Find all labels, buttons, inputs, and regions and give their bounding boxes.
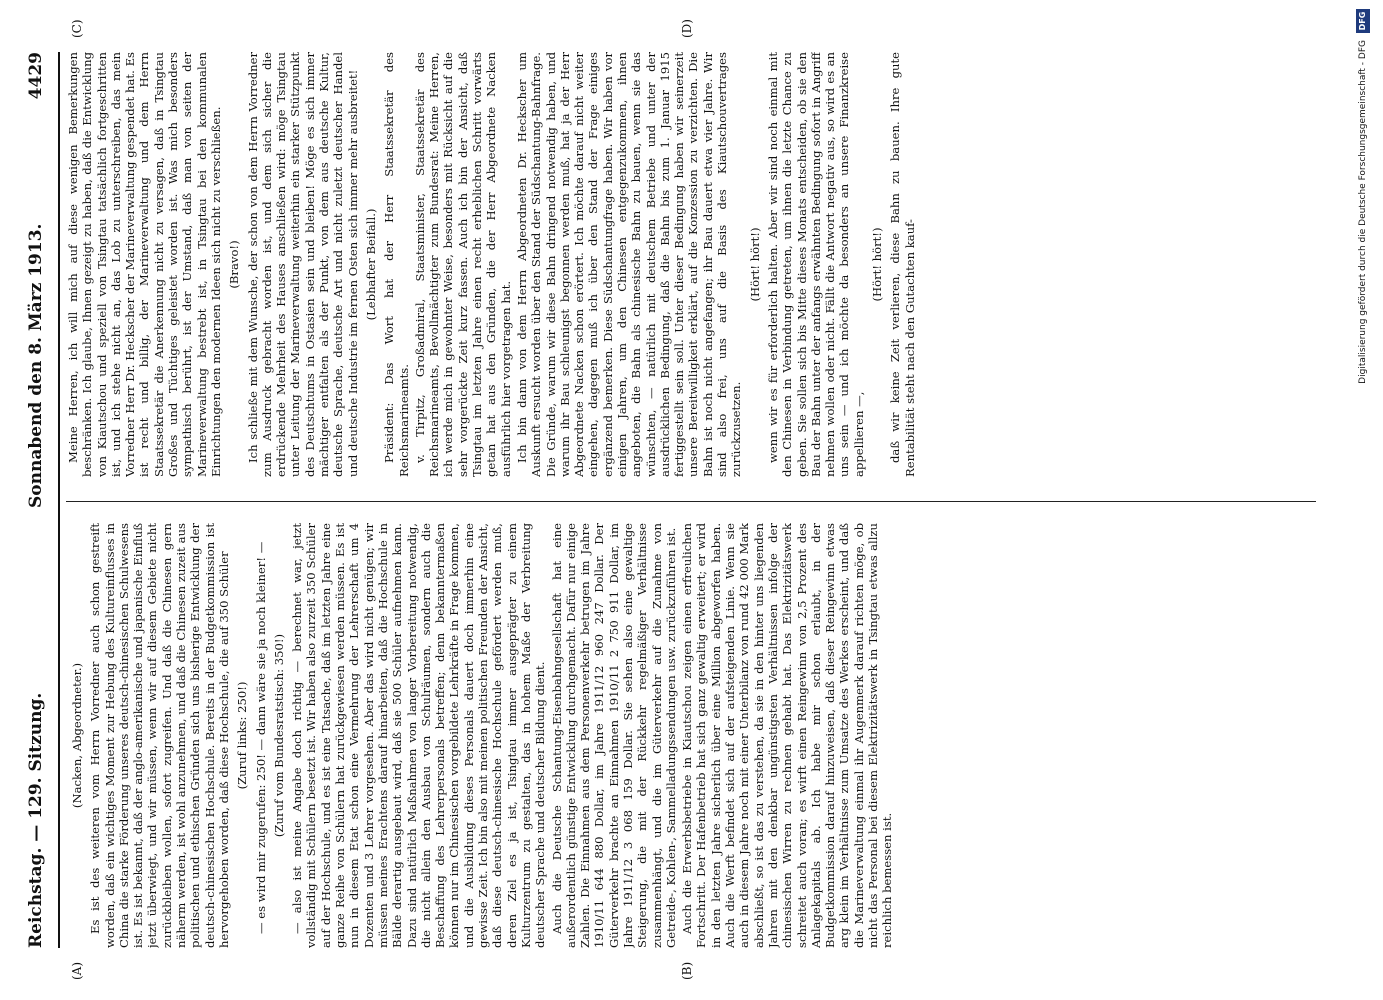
paragraph: Ich bin dann von dem Herrn Abgeordneten Dr. Heckscher um Auskunft ersucht worden über den Stand der Südschantung-Bahnfrage. Die Gründe, warum wir diese Bahn dringend notwendig haben, und warum ihr Bau schleunigst begonnen werden muß, hat ja der Herr Abgeordnete Nacken schon erörtert. Ich möchte darauf nicht weiter eingehen, dagegen muß ich über den Stand der Frage einiges ergänzend bemerken. Diese Südschantungfrage haben. Wir haben vor einigen Jahren, um den Chinesen entgegenzukommen, ihnen angeboten, die Bahn als chinesische Bahn zu bauen, wenn sie das wünschten, — natürlich mit deutschem Betriebe und unter der ausdrücklichen Bedingung, daß die Bahn bis zum 1. Januar 1915 fertiggestellt sein soll. Unter dieser Bedingung haben wir seinerzeit unsere Bereitwilligkeit erklärt, auf die Konzession zu verzichten. Die Bahn ist noch nicht angefangen; ihr Bau dauert etwa vier Jahre. Wir sind also frei, uns auf die Basis des Kiautschouvertrages zurückzusetzen. — [514, 52, 744, 477]
paragraph: v. Tirpitz, Großadmiral, Staatsminister, Staatssekretär des Reichsmarineamts, Bevollmächtigter zum Bundesrat: Meine Herren, ich werde mich in gewohnter Weise, besonders mit Rücksicht auf die sehr vorgerückte Zeit kurz fassen. Auch ich bin der Ansicht, daß Tsingtau im letzten Jahre einen recht erheblichen Schritt vorwärts getan hat aus den Gründen, die der Herr Abgeordnete Nacken ausführlich hier vorgetragen hat. — [412, 52, 513, 477]
paragraph: Meine Herren, ich will mich auf diese wenigen Bemerkungen beschränken. Ich glaube, Ihnen gezeigt zu haben, daß die Entwicklung von Kiautschou und speziell von Tsingtau tatsächlich fortgeschritten ist, und ich stehe nicht an, das Lob zu unterschreiben, das mein Vorredner Herr Dr. Heckscher der Marineverwaltung gespendet hat. Es ist recht und billig, der Marineverwaltung und dem Herrn Staatssekretär die Anerkennung nicht zu versagen, daß in Tsingtau Großes und Tüchtiges geleistet worden ist. Was mich besonders sympathisch berührt, ist der Umstand, daß man von seiten der Marineverwaltung bestrebt ist, in Tsingtau bei den kommunalen Einrichtungen den modernen Ideen sich nicht zu verschließen. — [66, 52, 223, 477]
paragraph: Auch die Erwerbsbetriebe in Kiautschou zeigen einen erfreulichen Fortschritt. Der Hafenbetrieb hat sich ganz gewaltig erweitert; er wird in den letzten Jahre sicherlich über eine Million abgeworfen haben. Auch die Werft befindet sich auf der aufsteigenden Linie. Wenn sie auch in diesem Jahre noch mit einer Unterbilanz von rund 42 000 Mark abschließt, so ist das zu verstehen, da sie in den hinter uns liegenden Jahren mit den denkbar ungünstigsten Verhältnissen infolge der chinesischen Wirren zu rechnen gehabt hat. Das Elektrizitätswerk schreitet auch voran; es wirft einen Reingewinn von 2,5 Prozent des Anlagekapitals ab. Ich habe mir schon erlaubt, in der Budgetkommission darauf hinzuweisen, daß dieser Reingewinn etwas arg klein im Verhältnisse zum Umsatze des Werkes erscheint, und daß die Marineverwaltung einmal ihr Augenmerk darauf richten möge, ob nicht das Personal bei diesem Elektrizitätswerk in Tsingtau etwas allzu reichlich bemessen ist. — [680, 523, 895, 948]
paragraph: (Bravo!) — [227, 240, 242, 289]
paragraph: (Zuruf vom Bundesratstisch: 350!) — [271, 633, 286, 838]
paragraph: (Nacken, Abgeordneter.) — [70, 662, 84, 809]
header-title: Reichstag. — 129. Sitzung. — [26, 692, 46, 948]
paragraph: Präsident: Das Wort hat der Herr Staatssekretär des Reichsmarineamts. — [382, 52, 411, 477]
paragraph: Es ist des weiteren vom Herrn Vorredner auch schon gestreift worden, daß ein wichtiges Moment zur Hebung des Kultureinflusses in China die starke Förderung unseres deutsch-chinesischen Schulwesens ist. Es ist bekannt, daß der anglo-amerikanische und japanische Einfluß jetzt überwiegt, und wir müssen, wenn wir auf diesem Gebiete nicht zurückbleiben wollen, sofort zugreifen. Und daß die Chinesen gern näherm werden, ist wohl anzunehmen, und daß die Chinesen zuzeit aus politischen und ethischen Gründen sich uns bisherige Entwicklung der deutsch-chinesischen Hochschule. Bereits in der Budgetkommission ist hervorgehoben worden, daß diese Hochschule, die auf 350 Schüler — [88, 523, 231, 948]
column-divider — [66, 501, 1316, 502]
paragraph: (Hört! hört!) — [870, 227, 885, 302]
margin-marker-b: (B) — [680, 961, 694, 980]
paragraph: Ich schließe mit dem Wunsche, der schon von dem Herrn Vorredner zum Ausdruck gebracht worden ist, und dem sich sicher die erdrückende Mehrheit des Hauses anschließen wird: möge Tsingtau unter Leitung der Marineverwaltung weiterhin ein starker Stützpunkt des Deutschtums in Ostasien sein und bleiben! Möge es sich immer mächtiger entfalten als der Punkt, von dem aus deutsche Kultur, deutsche Sprache, deutsche Art und nicht zuletzt deutscher Handel und deutsche Industrie im fernen Osten sich immer mehr ausbreitet! — [245, 52, 360, 477]
paragraph: (Hört! hört!) — [747, 227, 762, 302]
dfg-logo: DFG — [1356, 9, 1370, 33]
header-date: Sonnabend den 8. März 1913. — [26, 223, 46, 508]
left-column — [66, 523, 1316, 948]
paragraph: (Lebhafter Beifall.) — [363, 208, 378, 321]
right-column — [66, 52, 1316, 477]
paragraph: — es wird mir zugerufen: 250! — dann wäre sie ja noch kleiner! — — [253, 541, 268, 934]
paragraph: wenn wir es für erforderlich halten. Aber wir sind noch einmal mit den Chinesen in Verbindung getreten, um ihnen die letzte Chance zu geben. Sie sollen sich bis Mitte dieses Monats entscheiden, ob sie den Bau der Bahn unter der anfangs erwähnten Bedingung sofort in Angriff nehmen wollen oder nicht. Fällt die Antwort negativ aus, so wird es an uns sein — und ich möchte da besonders an unsere Finanzkreise appellieren —, — [765, 52, 866, 477]
digitization-note: Digitalisierung gefördert durch die Deutsche Forschungsgemeinschaft - DFG — [1358, 40, 1368, 384]
paragraph: daß wir keine Zeit verlieren, diese Bahn zu bauen. Ihre gute Rentabilität steht nach den Gutachten kauf- — [888, 52, 917, 477]
paragraph: (Zuruf links: 250!) — [235, 681, 250, 790]
paragraph: — also ist meine Angabe doch richtig — berechnet war, jetzt vollständig mit Schülern besetzt ist. Wir haben also zurzeit 350 Schüler auf der Hochschule, und es ist eine Tatsache, daß im letzten Jahre eine ganze Reihe von Schülern hat zurückgewiesen werden müssen. Es ist nun in diesem Etat schon eine Vermehrung der Lehrerschaft um 4 Dozenten und 3 Lehrer vorgesehen. Aber das wird nicht genügen; wir müssen meines Erachtens darauf hinarbeiten, daß die Hochschule in Bälde derartig ausgebaut wird, daß sie 500 Schüler aufnehmen kann. Dazu sind natürlich Maßnahmen von langer Vorbereitung notwendig, die nicht allein den Ausbau von Schulräumen, sondern auch die Beschaffung des Lehrerpersonals betreffen; denn bekanntermaßen können nur im Chinesischen vorgebildete Lehrkräfte in Frage kommen, und die Ausbildung dieses Personals dauert doch immerhin eine gewisse Zeit. Ich bin also mit meinen politischen Freunden der Ansicht, daß diese deutsch-chinesische Hochschule gefördert werden muß, deren Ziel es ja ist, Tsingtau immer ausgeprägter zu einem Kulturzentrum zu gestalten, das in hohem Maße der Verbreitung deutscher Sprache und deutscher Bildung dient. — [290, 523, 548, 948]
margin-marker-a: (A) — [70, 961, 84, 980]
margin-marker-c: (C) — [70, 19, 84, 38]
page-header — [18, 52, 60, 948]
paragraph: Auch die Deutsche Schantung-Eisenbahngesellschaft hat eine außerordentlich günstige Entwicklung durchgemacht. Dafür nur einige Zahlen. Die Einnahmen aus dem Personenverkehr betrugen im Jahre 1910/11 644 880 Dollar, im Jahre 1911/12 960 247 Dollar. Der Güterverkehr brachte an Einnahmen 1910/11 2 750 911 Dollar, im Jahre 1911/12 3 068 159 Dollar. Sie sehen also eine gewaltige Steigerung, die mit der Rückkehr regelmäßiger Verhältnisse zusammenhängt, und die im Güterverkehr auf die Zunahme von Getreide-, Kohlen-, Sammelladungssendungen usw. zurückzuführen ist. — [549, 523, 678, 948]
margin-marker-d: (D) — [680, 19, 694, 38]
page-number: 4429 — [26, 52, 46, 100]
